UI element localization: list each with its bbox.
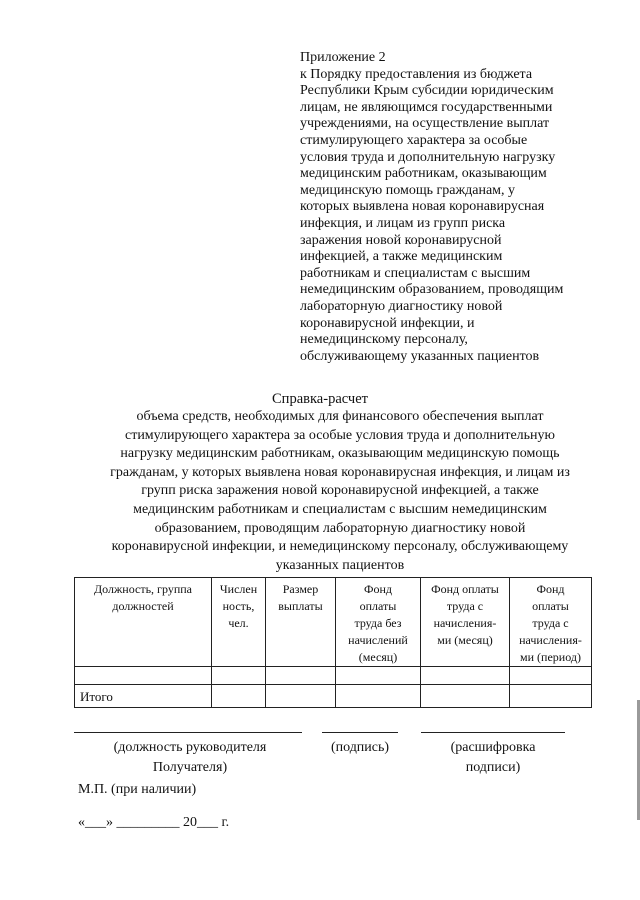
appendix-line: немедицинскому персоналу, [300, 332, 468, 348]
table-cell[interactable] [510, 667, 592, 685]
subtitle-line: групп риска заражения новой коронавирусной инфекцией, а также [141, 483, 539, 499]
appendix-line: медицинскую помощь гражданам, у [300, 182, 516, 198]
col-header-fund-with-accruals-month: Фонд оплаты труда с начисления- ми (месяц) [421, 578, 510, 667]
appendix-line: заражения новой коронавирусной [300, 232, 502, 248]
subtitle-line: объема средств, необходимых для финансового обеспечения выплат [136, 409, 544, 424]
position-label: (должность руководителя Получателя) [113, 740, 267, 775]
table-cell[interactable] [212, 685, 266, 708]
table-cell[interactable] [421, 685, 510, 708]
appendix-line: работникам и специалистам с высшим [300, 265, 531, 281]
stamp-note: М.П. (при наличии) [78, 782, 197, 797]
appendix-line: условия труда и дополнительную нагрузку [300, 149, 556, 165]
table-cell[interactable] [212, 667, 266, 685]
appendix-line: учреждениями, на осуществление выплат [300, 116, 550, 132]
col-header-payment-size: Размер выплаты [266, 578, 336, 667]
col-header-position: Должность, группа должностей [75, 578, 212, 667]
appendix-line: Приложение 2 [300, 50, 386, 65]
col-header-headcount: Числен ность, чел. [212, 578, 266, 667]
total-label: Итого [75, 685, 212, 708]
appendix-line: немедицинским образованием, проводящим [300, 282, 564, 298]
appendix-header [300, 50, 600, 365]
table-row-total [75, 685, 592, 708]
appendix-line: обслуживающему указанных пациентов [300, 348, 540, 364]
decoding-signature-line[interactable] [421, 732, 565, 733]
calculation-table [74, 577, 592, 708]
appendix-line: стимулирующего характера за особые [300, 132, 528, 148]
table-row-empty [75, 667, 592, 685]
table-header-row [75, 578, 592, 667]
decoding-label: (расшифровка подписи) [450, 740, 536, 775]
table-cell[interactable] [421, 667, 510, 685]
document-title: Справка-расчет [272, 391, 368, 407]
appendix-line: инфекция, и лицам из групп риска [300, 215, 506, 231]
subtitle-line: медицинским работникам и специалистам с высшим немедицинским [133, 501, 547, 517]
col-header-fund-no-accruals: Фонд оплаты труда без начислений (месяц) [336, 578, 421, 667]
col-header-fund-with-accruals-period: Фонд оплаты труда с начисления- ми (период) [510, 578, 592, 667]
table-cell[interactable] [336, 667, 421, 685]
appendix-line: коронавирусной инфекции, и [300, 315, 475, 331]
date-line[interactable]: «___» _________ 20___ г. [78, 815, 230, 830]
subtitle-line: образованием, проводящим лабораторную диагностику новой [154, 520, 526, 536]
position-signature-line[interactable] [74, 732, 302, 733]
subtitle-line: гражданам, у которых выявлена новая коронавирусная инфекция, и лицам из [110, 464, 570, 480]
appendix-line: Республики Крым субсидии юридическим [300, 83, 554, 99]
appendix-line: лабораторную диагностику новой [300, 298, 503, 314]
table-cell[interactable] [336, 685, 421, 708]
document-subtitle [80, 408, 600, 575]
table-cell[interactable] [266, 667, 336, 685]
table-cell[interactable] [75, 667, 212, 685]
appendix-line: к Порядку предоставления из бюджета [300, 66, 533, 82]
signature-label: (подпись) [330, 740, 390, 755]
appendix-line: которых выявлена новая коронавирусная [300, 199, 545, 215]
subtitle-line: указанных пациентов [275, 557, 405, 573]
subtitle-line: коронавирусной инфекции, и немедицинскому персоналу, обслуживающему [111, 539, 569, 555]
table-cell[interactable] [510, 685, 592, 708]
table-cell[interactable] [266, 685, 336, 708]
subtitle-line: нагрузку медицинским работникам, оказывающим медицинскую помощь [120, 446, 560, 462]
appendix-line: инфекцией, а также медицинским [300, 249, 503, 265]
appendix-line: медицинским работникам, оказывающим [300, 166, 547, 182]
appendix-line: лицам, не являющимся государственными [300, 99, 553, 115]
signature-line[interactable] [322, 732, 398, 733]
subtitle-line: стимулирующего характера за особые условия труда и дополнительную [124, 427, 555, 443]
